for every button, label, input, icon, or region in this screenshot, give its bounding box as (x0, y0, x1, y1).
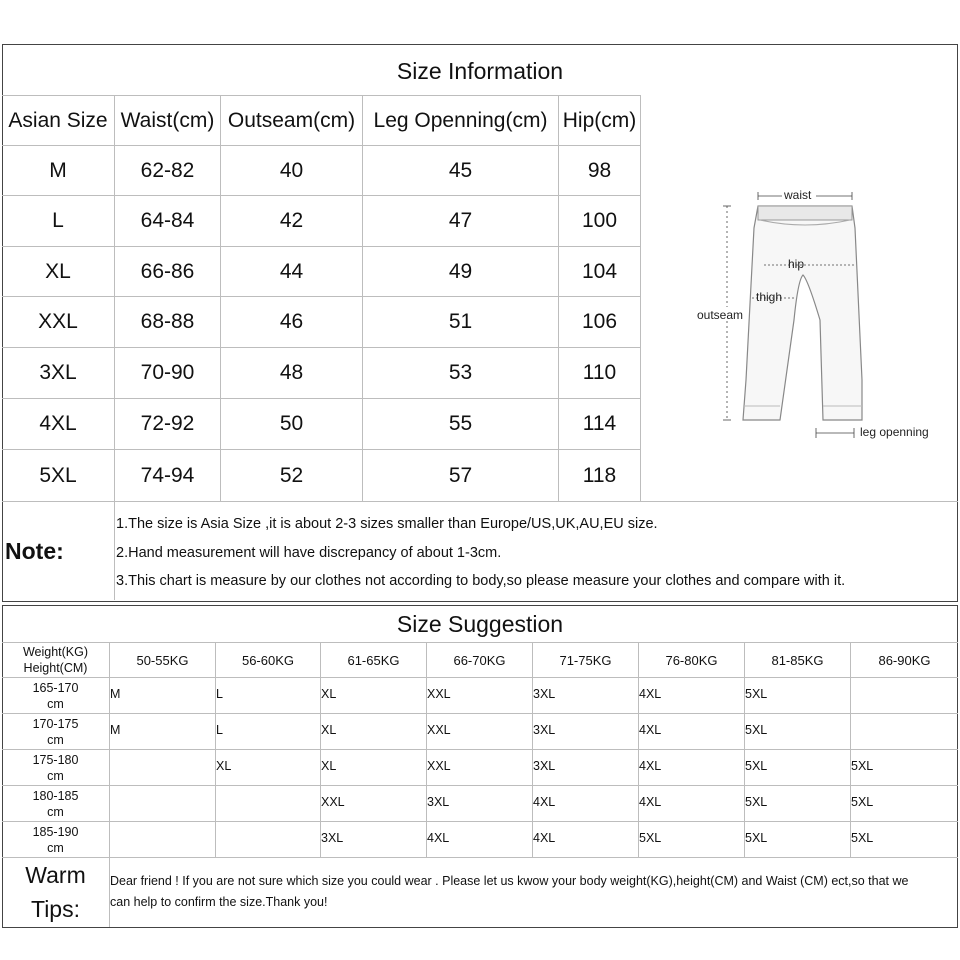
height-label (2, 678, 109, 713)
note-line-2: 2.Hand measurement will have discrepancy of about 1-3cm. (116, 545, 502, 561)
size-row-outseam-cell: 42 (279, 209, 304, 232)
size-row-outseam-cell: 52 (279, 463, 304, 487)
pants-measurement-diagram (680, 180, 950, 445)
size-row-outseam-cell: 48 (279, 361, 304, 384)
suggested-size-cell: 4XL (533, 831, 556, 845)
suggested-size-cell: XL (321, 759, 337, 773)
height-label (2, 750, 109, 785)
thigh-label: thigh (756, 290, 783, 304)
suggested-size-cell: 5XL (745, 831, 768, 845)
suggested-size-cell: 4XL (639, 795, 662, 809)
size-row-waist-cell: 66-86 (140, 259, 195, 283)
header-outseam: Outseam(cm) (227, 108, 356, 132)
suggested-size-cell: M (110, 687, 121, 701)
size-information-title: Size Information (396, 57, 564, 84)
suggested-size-cell: XXL (427, 723, 451, 737)
note-line-1: 1.The size is Asia Size ,it is about 2-3 sizes smaller than Europe/US,UK,AU,EU size. (116, 516, 658, 532)
size-row-hip-cell: 100 (581, 209, 618, 232)
waistband (758, 206, 852, 220)
size-row-size-cell: L (52, 209, 64, 232)
warm-tips-label (2, 857, 109, 927)
size-row-outseam-cell: 50 (279, 412, 304, 435)
weight-header: 50-55KG (136, 652, 189, 668)
size-row-hip-cell: 118 (582, 463, 617, 487)
height-range: 175-180 (32, 752, 79, 767)
size-row-outseam-cell: 46 (279, 310, 304, 333)
weight-header: 81-85KG (771, 652, 824, 668)
corner-height-label: Height(CM) (23, 661, 88, 675)
size-row-leg-opening-cell: 49 (448, 259, 473, 283)
height-range: 165-170 (32, 680, 79, 695)
size-row-size-cell: 5XL (39, 463, 77, 487)
height-range: 170-175 (32, 716, 79, 731)
weight-header: 56-60KG (241, 652, 295, 668)
size-row-outseam-cell: 40 (279, 158, 304, 182)
suggested-size-cell: 4XL (639, 759, 662, 773)
suggested-size-cell: 5XL (745, 687, 768, 701)
height-unit: cm (47, 840, 64, 855)
suggested-size-cell: XXL (427, 759, 451, 773)
warm-tips-line-2: can help to confirm the size.Thank you! (110, 895, 328, 909)
table-grid-line (2, 857, 958, 858)
suggested-size-cell: XL (216, 759, 232, 773)
height-range: 180-185 (32, 788, 79, 803)
table-grid-line (2, 785, 958, 786)
height-range: 185-190 (32, 824, 79, 839)
suggested-size-cell: 4XL (639, 687, 662, 701)
table-grid-line (2, 749, 958, 750)
size-row-waist-cell: 74-94 (140, 463, 195, 487)
header-hip: Hip(cm) (562, 108, 637, 132)
suggested-size-cell: XL (321, 687, 337, 701)
size-row-hip-cell: 106 (581, 310, 618, 333)
suggested-size-cell: 5XL (745, 759, 768, 773)
size-row-leg-opening-cell: 47 (448, 209, 473, 232)
suggested-size-cell: XXL (321, 795, 345, 809)
table-grid-line (640, 95, 641, 501)
hip-label: hip (788, 257, 805, 271)
size-row-leg-opening-cell: 45 (448, 158, 473, 182)
height-unit: cm (47, 804, 64, 819)
suggested-size-cell: 3XL (533, 687, 556, 701)
suggested-size-cell: 5XL (745, 795, 768, 809)
suggested-size-cell: 5XL (851, 795, 874, 809)
leg-opening-label: leg openning (860, 425, 929, 439)
suggested-size-cell: 4XL (427, 831, 450, 845)
size-row-leg-opening-cell: 55 (448, 412, 473, 435)
size-row-hip-cell: 114 (582, 412, 617, 435)
warm-tips-label-line1: Warm (25, 862, 86, 888)
height-unit: cm (47, 732, 64, 747)
size-row-waist-cell: 72-92 (140, 412, 195, 435)
suggested-size-cell: 5XL (745, 723, 768, 737)
suggested-size-cell: XXL (427, 687, 451, 701)
warm-tips-label-line2: Tips: (31, 896, 80, 922)
size-row-hip-cell: 104 (581, 259, 618, 283)
suggested-size-cell: 3XL (533, 723, 556, 737)
size-row-size-cell: XXL (38, 310, 78, 333)
suggested-size-cell: M (110, 723, 121, 737)
height-label (2, 714, 109, 749)
size-row-leg-opening-cell: 53 (448, 361, 473, 384)
table-grid-line (2, 501, 958, 502)
size-row-size-cell: 4XL (39, 412, 77, 435)
warm-tips-line-1: Dear friend ! If you are not sure which size you could wear . Please let us kwow your body weight(KG),height(CM) and Waist (CM) ect,so that we (110, 874, 909, 888)
height-label (2, 786, 109, 821)
height-unit: cm (47, 696, 64, 711)
suggested-size-cell: L (216, 687, 223, 701)
height-unit: cm (47, 768, 64, 783)
size-row-waist-cell: 62-82 (140, 158, 195, 182)
suggested-size-cell: 5XL (851, 831, 874, 845)
size-row-size-cell: XL (45, 259, 71, 283)
height-label (2, 822, 109, 857)
weight-header: 76-80KG (665, 652, 718, 668)
waist-label: waist (784, 188, 812, 202)
suggested-size-cell: XL (321, 723, 337, 737)
note-label: Note: (5, 537, 64, 564)
corner-weight-label: Weight(KG) (22, 645, 89, 659)
size-row-waist-cell: 68-88 (140, 310, 195, 333)
table-grid-line (2, 821, 958, 822)
size-row-leg-opening-cell: 51 (448, 310, 473, 333)
size-row-waist-cell: 64-84 (140, 209, 195, 232)
weight-header: 61-65KG (347, 652, 400, 668)
size-row-hip-cell: 98 (587, 158, 612, 182)
size-suggestion-title: Size Suggestion (396, 610, 564, 637)
size-row-size-cell: 3XL (39, 361, 77, 384)
size-row-waist-cell: 70-90 (140, 361, 195, 384)
suggested-size-cell: 3XL (321, 831, 344, 845)
size-row-leg-opening-cell: 57 (448, 463, 473, 487)
outseam-label: outseam (697, 308, 744, 322)
weight-height-corner (2, 643, 109, 677)
suggested-size-cell: 5XL (639, 831, 662, 845)
weight-header: 86-90KG (878, 652, 931, 668)
header-waist: Waist(cm) (120, 108, 215, 132)
header-leg-opening: Leg Openning(cm) (373, 108, 548, 132)
size-row-outseam-cell: 44 (279, 259, 304, 283)
pants-outline (743, 206, 862, 420)
weight-header: 66-70KG (453, 652, 506, 668)
header-asian-size: Asian Size (8, 108, 108, 132)
note-line-3: 3.This chart is measure by our clothes not according to body,so please measure your clothes and compare with it. (116, 573, 846, 589)
table-grid-line (2, 713, 958, 714)
suggested-size-cell: 4XL (533, 795, 556, 809)
suggested-size-cell: 3XL (533, 759, 556, 773)
weight-header: 71-75KG (559, 652, 612, 668)
size-row-hip-cell: 110 (582, 361, 617, 384)
suggested-size-cell: 5XL (851, 759, 874, 773)
size-row-size-cell: M (49, 158, 67, 182)
suggested-size-cell: 4XL (639, 723, 662, 737)
suggested-size-cell: L (216, 723, 223, 737)
suggested-size-cell: 3XL (427, 795, 450, 809)
table-grid-line (2, 677, 958, 678)
